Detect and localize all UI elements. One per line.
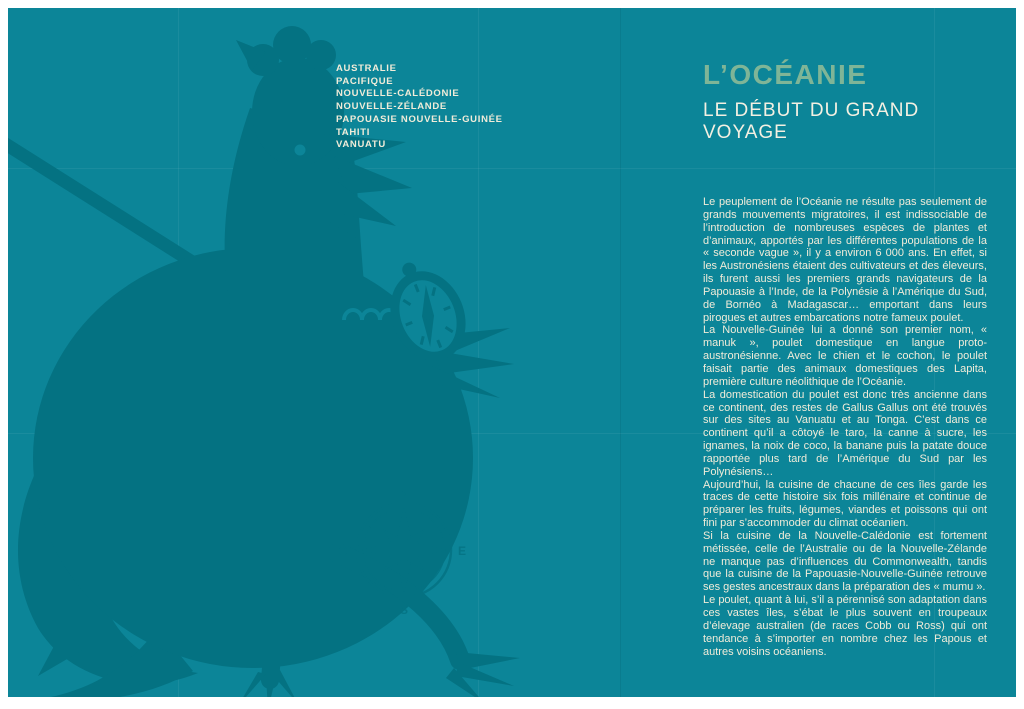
chapter-title: L’OCÉANIE: [703, 59, 868, 90]
paragraph: Le peuplement de l’Océanie ne résulte pas seulement de grands mouvements migratoires, il est indissociable de l’introduction de nombreuses espèces de plantes et d’animaux, apportés par les différentes populations de la « seconde vague », il y a environ 6 000 ans. En effet, si les Austronésiens étaient des cultivateurs et des éleveurs, ils furent aussi les premiers grands navigateurs de la Papouasie à l’Inde, de la Polynésie à l’Amérique du Sud, de Bornéo à Madagascar… emportant dans leurs pirogues et autres embarcations notre fameux poulet.: [703, 196, 987, 324]
paragraph: Le poulet, quant à lui, s’il a pérennisé son adaptation dans ces vastes îles, s’ébat le plus souvent en troupeaux d’élevage australien (de races Cobb ou Ross) qui ont tendance à s’importer en nombre chez les Papous et autres voisins océaniens.: [703, 594, 987, 658]
paragraph: Si la cuisine de la Nouvelle-Calédonie est fortement métissée, celle de l’Australie ou de la Nouvelle-Zélande ne manque pas d’influences du Commonwealth, tandis que la cuisine de la Papouasie-Nouvelle-Guinée retrouve ses gestes ancestraux dans la préparation des « mumu ».: [703, 529, 987, 594]
region-item: PAPOUASIE NOUVELLE-GUINÉE: [336, 113, 503, 125]
region-item: NOUVELLE-ZÉLANDE: [336, 101, 447, 113]
region-item: NOUVELLE-CALÉDONIE: [336, 88, 460, 100]
region-item: VANUATU: [336, 139, 386, 151]
region-list: [336, 63, 503, 152]
chapter-subtitle: LE DÉBUT DU GRAND VOYAGE: [703, 100, 920, 143]
book-page-spread: [8, 8, 1016, 697]
region-item: AUSTRALIE: [336, 63, 397, 74]
region-item: PACIFIQUE: [336, 75, 394, 87]
region-item: TAHITI: [336, 126, 371, 138]
body-text-column: [703, 196, 987, 658]
compass-letter-west: O: [338, 544, 348, 558]
paragraph: La domestication du poulet est donc très ancienne dans ce continent, des restes de Gallus Gallus ont été trouvés sur des sites au Vanuatu et au Tonga. C’est dans ce continent qu’il a côtoyé le taro, la canne à sucre, les ignames, la noix de coco, la banane puis la patate douce rapportée plus tard de l’Amérique du Sud par les Polynésiens…: [703, 388, 987, 478]
chapter-header: [703, 60, 1003, 144]
paragraph: Aujourd’hui, la cuisine de chacune de ces îles garde les traces de cette histoire six fois millénaire et continue de préparer les fruits, légumes, viandes et poissons qui ont fini par s’accommoder du climat océanien.: [703, 478, 987, 530]
compass-letter-east: E: [457, 544, 467, 558]
paragraph: La Nouvelle-Guinée lui a donné son premier nom, « manuk », poulet domestique en langue proto-austronésienne. Avec le chien et le cochon, le poulet faisait partie des animaux domestiques des Lapita, première culture néolithique de l’Océanie.: [703, 324, 987, 388]
compass-letter-south: S: [399, 603, 409, 617]
rooster-eye: [295, 145, 306, 156]
compass-letter-north: N: [399, 486, 409, 500]
